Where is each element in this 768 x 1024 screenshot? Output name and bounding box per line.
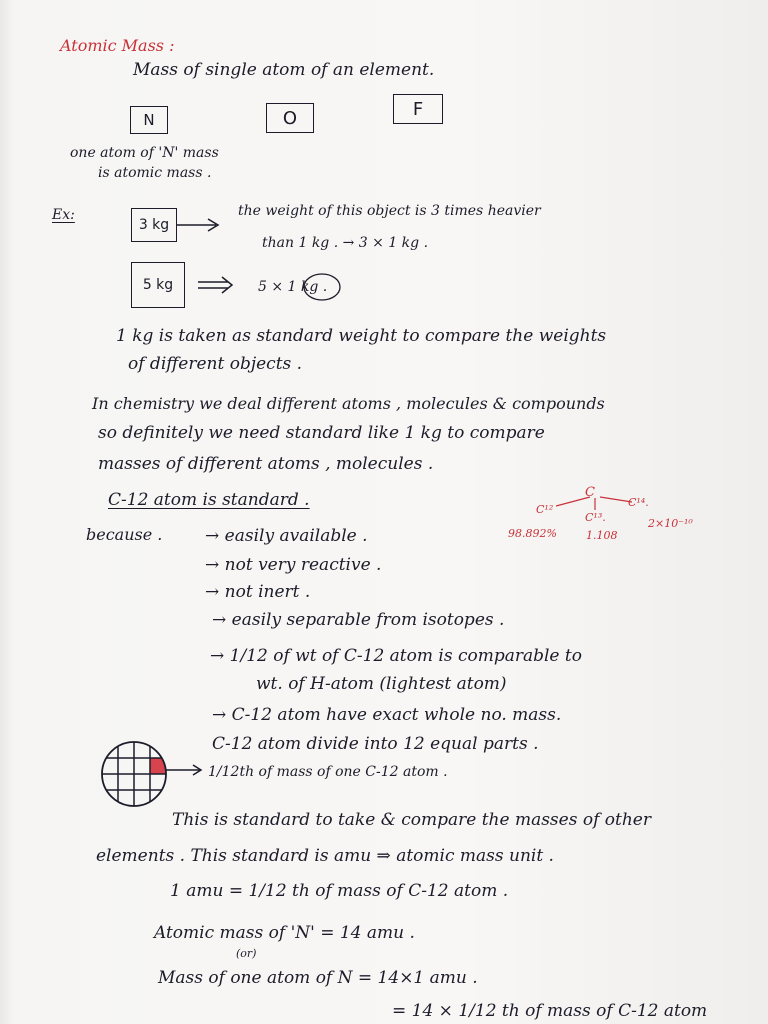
- standard-line-1: This is standard to take & compare the masses of other: [172, 810, 651, 830]
- note-line-2: is atomic mass .: [98, 165, 212, 181]
- atomic-mass-n: Atomic mass of 'N' = 14 amu .: [154, 923, 415, 943]
- abundance-c13: 1.108: [586, 529, 618, 542]
- example-label: Ex:: [52, 207, 75, 223]
- reason-4: → easily separable from isotopes .: [212, 610, 505, 630]
- para2-line2: so definitely we need standard like 1 kg to compare: [98, 423, 545, 443]
- isotope-c12: C¹²: [536, 503, 554, 516]
- isotope-c14: C¹⁴.: [628, 496, 649, 509]
- box-3kg: 3 kg: [131, 208, 177, 242]
- isotope-branches: [556, 497, 632, 510]
- reason-6: → C-12 atom have exact whole no. mass.: [212, 705, 562, 725]
- example-line-2: than 1 kg . → 3 × 1 kg .: [262, 235, 429, 251]
- standard-line-2: elements . This standard is amu ⇒ atomic mass unit .: [96, 846, 554, 866]
- para1-line1: 1 kg is taken as standard weight to compare the weights: [116, 326, 607, 346]
- reason-2: → not very reactive .: [205, 555, 382, 575]
- part-label: 1/12th of mass of one C-12 atom .: [208, 764, 448, 780]
- isotope-c: C: [585, 485, 595, 500]
- element-box-o: O: [266, 103, 314, 133]
- reason-3: → not inert .: [205, 582, 311, 602]
- circled-1kg: [304, 274, 340, 300]
- reason-1: → easily available .: [205, 526, 368, 546]
- note-line-1: one atom of 'N' mass: [70, 145, 219, 161]
- isotope-c13: C¹³.: [585, 511, 606, 524]
- amu-definition: 1 amu = 1/12 th of mass of C-12 atom .: [170, 881, 509, 901]
- para2-line3: masses of different atoms , molecules .: [98, 454, 434, 474]
- because-label: because .: [86, 525, 163, 544]
- or-label: (or): [236, 947, 257, 960]
- mass-expansion: = 14 × 1/12 th of mass of C-12 atom: [392, 1001, 708, 1021]
- c12-heading: C-12 atom is standard .: [108, 490, 310, 510]
- abundance-c14: 2×10⁻¹⁰: [648, 517, 693, 530]
- box-5kg: 5 kg: [131, 262, 185, 308]
- page-title: Atomic Mass :: [60, 36, 175, 55]
- element-box-n: N: [130, 106, 168, 134]
- divided-atom-diagram: [98, 740, 201, 810]
- example-line-1: the weight of this object is 3 times heavier: [238, 203, 541, 219]
- example-line-3: 5 × 1 kg .: [258, 279, 328, 295]
- example-arrows: [176, 219, 232, 293]
- reason-5-cont: wt. of H-atom (lightest atom): [256, 674, 507, 694]
- reason-5: → 1/12 of wt of C-12 atom is comparable to: [210, 646, 582, 666]
- mass-one-atom-n: Mass of one atom of N = 14×1 amu .: [158, 968, 478, 988]
- abundance-c12: 98.892%: [508, 527, 557, 540]
- element-box-f: F: [393, 94, 443, 124]
- definition: Mass of single atom of an element.: [133, 60, 435, 80]
- para1-line2: of different objects .: [128, 354, 303, 374]
- c12-divide: C-12 atom divide into 12 equal parts .: [212, 734, 539, 754]
- para2-line1: In chemistry we deal different atoms , molecules & compounds: [92, 394, 605, 413]
